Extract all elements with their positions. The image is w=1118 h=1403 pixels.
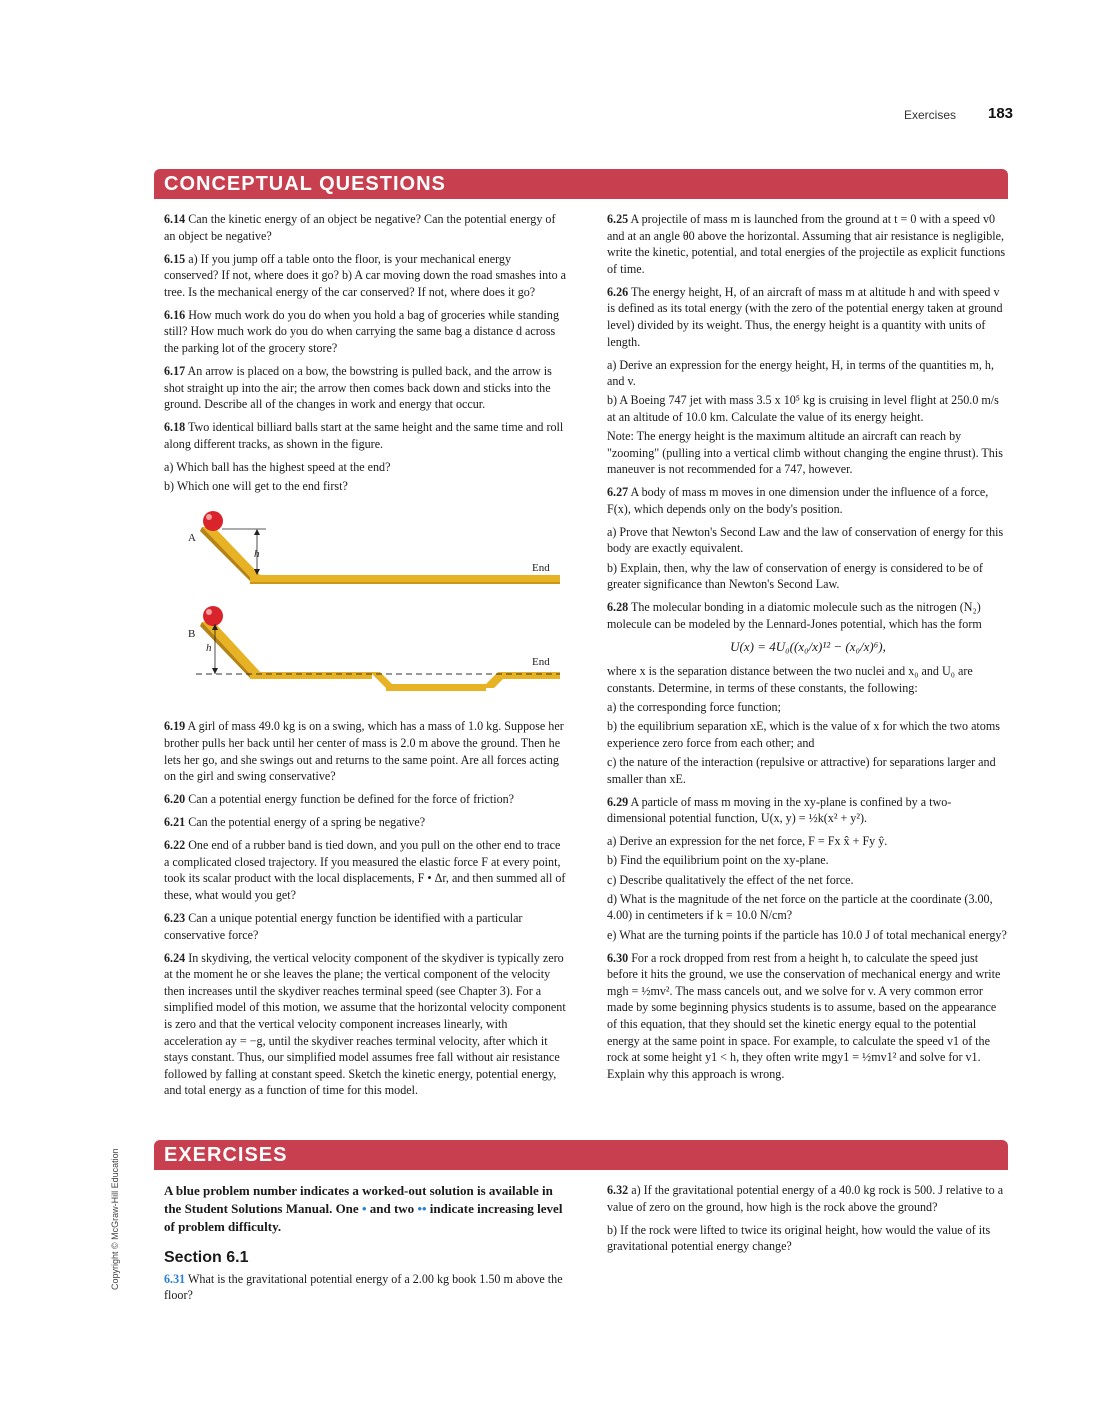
track-b-flat-2 [498, 672, 560, 679]
track-a-slope-side [200, 527, 250, 581]
question-6-19: 6.19 A girl of mass 49.0 kg is on a swing, which has a mass of 1.0 kg. Suppose her brother pulls her back until her center of mass is 2.0 m above the ground. Then he lets her go, and she swings out and returns to the same point. Are all forces acting on the girl and swing conservative? [164, 719, 564, 784]
figure-label-h-a: h [254, 548, 260, 561]
question-6-29: 6.29 A particle of mass m moving in the xy-plane is confined by a two-dimensional potential function, U(x, y) = ½k(x² + y²). [607, 794, 952, 826]
question-6-15: 6.15 a) If you jump off a table onto the floor, is your mechanical energy conserved? If not, where does it go? b) A car moving down the road smashes into a tree. Is the mechanical energy of the car conserved? If not, where does it go? [164, 251, 567, 299]
copyright-notice: Copyright © McGraw-Hill Education [110, 1148, 120, 1290]
header-section-label: Exercises [904, 108, 957, 122]
conceptual-questions-banner: CONCEPTUAL QUESTIONS [154, 169, 1008, 199]
question-6-32: 6.32 a) If the gravitational potential energy of a 40.0 kg rock is 500. J relative to a value of zero on the ground, how high is the rock above the ground? [607, 1183, 1004, 1214]
question-6-27: 6.27 A body of mass m moves in one dimension under the influence of a force, F(x), which depends only on the body's position. [607, 485, 989, 516]
question-6-30: 6.30 For a rock dropped from rest from a height h, to calculate the speed just before it hits the ground, we use the conservation of mechanical energy and write mgh = ½mv². The mass cancels out, and we solve for v. A very common error made by some beginning physics students is to assume, based on the appearance of this equation, that they should set the kinetic energy equal to the potential energy at the same point in space. For example, to calculate the speed v1 of the rock at some height y1 < h, they often write mgy1 = ½mv1² and solve for v1. Explain why this approach is wrong. [607, 950, 1001, 1081]
difficulty-dot-two-icon: •• [417, 1201, 427, 1216]
question-6-28-part-b: b) the equilibrium separation xE, which is the value of x for which the two atoms experience zero force from each other; and [607, 719, 1000, 750]
exercises-right-column [607, 1182, 1009, 1261]
question-6-28-after: where x is the separation distance between the two nuclei and x₀ and U₀ are constants. Determine, in terms of these constants, the following: [607, 664, 973, 695]
question-6-23: 6.23 Can a unique potential energy function be identified with a particular conservative force? [164, 910, 523, 942]
question-6-26-part-a: a) Derive an expression for the energy height, H, in terms of the quantities m, h, and v. [607, 357, 995, 389]
track-b-dip-bottom [386, 684, 486, 691]
ball-b [203, 606, 223, 626]
figure-label-a: A [188, 532, 196, 545]
question-6-28: 6.28 The molecular bonding in a diatomic molecule such as the nitrogen (N₂) molecule can be modeled by the Lennard-Jones potential, which has the form [607, 600, 982, 631]
exercises-intro: A blue problem number indicates a worked-out solution is available in the Student Solutions Manual. One • and two •• indicate increasing level of problem difficulty. [164, 1183, 563, 1234]
question-6-26-part-b: b) A Boeing 747 jet with mass 3.5 x 10⁵ kg is cruising in level flight at 250.0 m/s at an altitude of 10.0 km. Calculate the value of its energy height. [607, 393, 999, 424]
figure-label-end-a: End [532, 562, 550, 575]
exercises-banner: EXERCISES [154, 1140, 1008, 1170]
question-6-17: 6.17 An arrow is placed on a bow, the bowstring is pulled back, and the arrow is shot straight up into the air; the arrow then comes back down and sticks into the ground. Describe all of the changes in work and energy that occur. [164, 363, 552, 412]
ball-a [203, 511, 223, 531]
figure-label-b: B [188, 628, 196, 641]
question-6-29-part-c: c) Describe qualitatively the effect of the net force. [607, 872, 854, 887]
question-6-31: 6.31 What is the gravitational potential energy of a 2.00 kg book 1.50 m above the floor? [164, 1271, 563, 1303]
figure-label-end-b: End [532, 656, 550, 669]
question-6-28-part-c: c) the nature of the interaction (repulsive or attractive) for separations larger and smaller than xE. [607, 755, 996, 786]
question-6-29-part-d: d) What is the magnitude of the net force on the particle at the coordinate (3.00, 4.00) in centimeters if k = 10.0 N/cm? [607, 891, 993, 923]
exercises-left-column [164, 1182, 566, 1310]
question-6-14: 6.14 Can the kinetic energy of an object be negative? Can the potential energy of an object be negative? [164, 212, 556, 243]
question-6-20: 6.20 Can a potential energy function be defined for the force of friction? [164, 792, 515, 807]
question-6-26-note: Note: The energy height is the maximum altitude an aircraft can reach by "zooming" (pulling into a vertical climb without changing the engine thrust). This maneuver is not recommended for a 747, however. [607, 429, 1003, 477]
page-number: 183 [988, 105, 1014, 122]
figure-label-h-b: h [206, 642, 212, 655]
difficulty-dot-one-icon: • [361, 1201, 367, 1216]
question-6-27-part-a: a) Prove that Newton's Second Law and the law of conservation of energy for this body are exactly equivalent. [607, 524, 1004, 556]
left-column [164, 211, 566, 1105]
track-b-flat-1 [250, 672, 372, 679]
question-6-18: 6.18 Two identical billiard balls start at the same height and the same time and roll along different tracks, as shown in the figure. [164, 420, 564, 451]
question-6-18-part-a: a) Which ball has the highest speed at the end? [164, 459, 391, 474]
question-6-27-part-b: b) Explain, then, why the law of conservation of energy is considered to be of greater significance than Newton's Second Law. [607, 560, 983, 592]
question-6-18-part-b: b) Which one will get to the end first? [164, 478, 348, 493]
track-a-slope [202, 527, 262, 577]
section-6-1-heading: Section 6.1 [164, 1249, 249, 1266]
question-6-25: 6.25 A projectile of mass m is launched from the ground at t = 0 with a speed v0 and at an angle θ0 above the horizontal. Assuming that air resistance is negligible, write the kinetic, potential, and total energies of the projectile as explicit functions of time. [607, 212, 1006, 276]
question-6-29-part-a: a) Derive an expression for the net force, F = Fx x̂ + Fy ŷ. [607, 834, 888, 849]
right-column [607, 211, 1009, 1089]
billiard-tracks-figure [164, 502, 566, 702]
question-6-16: 6.16 How much work do you do when you hold a bag of groceries while standing still? How much work do you do when carrying the same bag a distance d across the parking lot of the grocery store? [164, 307, 560, 355]
question-6-28-part-a: a) the corresponding force function; [607, 700, 781, 715]
question-6-21: 6.21 Can the potential energy of a spring be negative? [164, 815, 426, 830]
question-6-29-part-b: b) Find the equilibrium point on the xy-plane. [607, 853, 829, 868]
question-6-26: 6.26 The energy height, H, of an aircraft of mass m at altitude h and with speed v is defined as its total energy (with the zero of the potential energy taken at ground level) divided by its weight. Thus, the energy height is a quantity with units of length. [607, 284, 1003, 349]
question-6-32-part-b: b) If the rock were lifted to twice its original height, how would the value of its gravitational potential energy change? [607, 1222, 991, 1254]
question-6-22: 6.22 One end of a rubber band is tied down, and you pull on the other end to trace a complicated closed trajectory. If you measured the elastic force F at every point, took its scalar product with the local displacements, F • Δr, and then summed all of these, what would you get? [164, 838, 566, 902]
question-6-29-part-e: e) What are the turning points if the particle has 10.0 J of total mechanical energy? [607, 927, 1007, 942]
lennard-jones-equation: U(x) = 4U₀((x₀/x)¹² − (x₀/x)⁶), [730, 638, 886, 654]
track-a-flat [250, 575, 560, 582]
question-6-24: 6.24 In skydiving, the vertical velocity component of the skydiver is typically zero at the moment he or she leaves the plane; the vertical component of the velocity then increases until the skydiver reaches terminal speed (see Chapter 3). For a simplified model of this motion, we assume that the horizontal velocity component is zero and that the vertical velocity component increases linearly, with acceleration ay = −g, until the skydiver reaches terminal velocity, after which it stays constant. Thus, our simplified model assumes free fall without air resistance followed by falling at constant speed. Sketch the kinetic energy, potential energy, and total energy as a function of time for this model. [164, 950, 566, 1098]
